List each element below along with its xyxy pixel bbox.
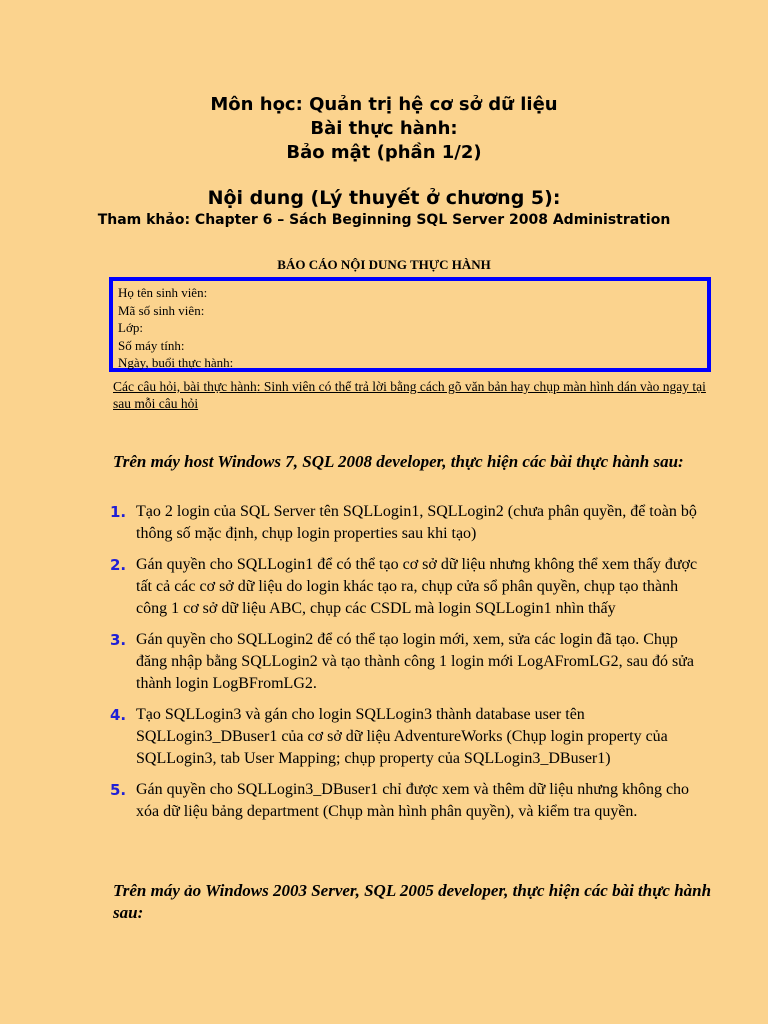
task-item (110, 501, 710, 545)
content-heading: Nội dung (Lý thuyết ở chương 5): (207, 187, 561, 209)
task-text: Gán quyền cho SQLLogin2 để có thể tạo login mới, xem, sửa các login đã tạo. Chụp đăng nhập bằng SQLLogin2 và tạo thành công 1 login mới LogAFromLG2, sau đó sửa thành login LogBFromLG2. (136, 631, 694, 692)
report-title: BÁO CÁO NỘI DUNG THỰC HÀNH (277, 257, 491, 272)
student-id-field: Mã số sinh viên: (118, 302, 205, 318)
instructions-text: : Sinh viên có thể trả lời bằng cách gõ văn bản hay chụp màn hình dán vào ngay tại sau mỗi câu hỏi (113, 379, 706, 411)
task-item (110, 554, 710, 620)
section-heading-host: Trên máy host Windows 7, SQL 2008 developer, thực hiện các bài thực hành sau: (113, 452, 684, 471)
task-number: 4. (110, 706, 127, 724)
task-item (110, 629, 710, 695)
task-number: 5. (110, 781, 127, 799)
topic-title: Bảo mật (phần 1/2) (286, 142, 482, 163)
task-text: Gán quyền cho SQLLogin1 để có thể tạo cơ sở dữ liệu nhưng không thể xem thấy được tất cả các cơ sở dữ liệu do login khác tạo ra, chụp cửa sổ phân quyền, chụp tạo thành công 1 cơ sở dữ liệu ABC, chụp các CSDL mà login SQLLogin1 nhìn thấy (136, 556, 698, 617)
task-text: Gán quyền cho SQLLogin3_DBuser1 chỉ được xem và thêm dữ liệu nhưng không cho xóa dữ liệu bảng department (Chụp màn hình phân quyền), và kiểm tra quyền. (136, 781, 690, 820)
instructions-label: Các câu hỏi, bài thực hành (113, 379, 257, 394)
subject-title: Môn học: Quản trị hệ cơ sở dữ liệu (210, 94, 558, 115)
task-item (110, 779, 710, 823)
task-text: Tạo 2 login của SQL Server tên SQLLogin1, SQLLogin2 (chưa phân quyền, để toàn bộ thông số mặc định, chụp login properties sau khi tạo) (136, 503, 697, 542)
class-field: Lớp: (118, 320, 143, 335)
task-number: 2. (110, 556, 127, 574)
student-info-box (109, 277, 711, 372)
student-name-field: Họ tên sinh viên: (118, 285, 208, 300)
reference-line: Tham khảo: Chapter 6 – Sách Beginning SQL Server 2008 Administration (97, 212, 671, 228)
title-block (0, 93, 768, 165)
instructions (113, 378, 713, 412)
lab-date-field: Ngày, buổi thực hành: (118, 355, 234, 370)
task-item (110, 704, 710, 770)
task-text: Tạo SQLLogin3 và gán cho login SQLLogin3 thành database user tên SQLLogin3_DBuser1 của cơ sở dữ liệu AdventureWorks (Chụp login property của SQLLogin3, tab User Mapping; chụp property của SQLLogin3_DBuser1) (136, 706, 668, 767)
section-heading-vm: Trên máy ảo Windows 2003 Server, SQL 2005 developer, thực hiện các bài thực hành sau: (113, 881, 712, 922)
computer-number-field: Số máy tính: (118, 337, 185, 353)
task-list (110, 501, 710, 832)
task-number: 1. (110, 503, 127, 521)
lab-title: Bài thực hành: (310, 118, 458, 139)
task-number: 3. (110, 631, 127, 649)
